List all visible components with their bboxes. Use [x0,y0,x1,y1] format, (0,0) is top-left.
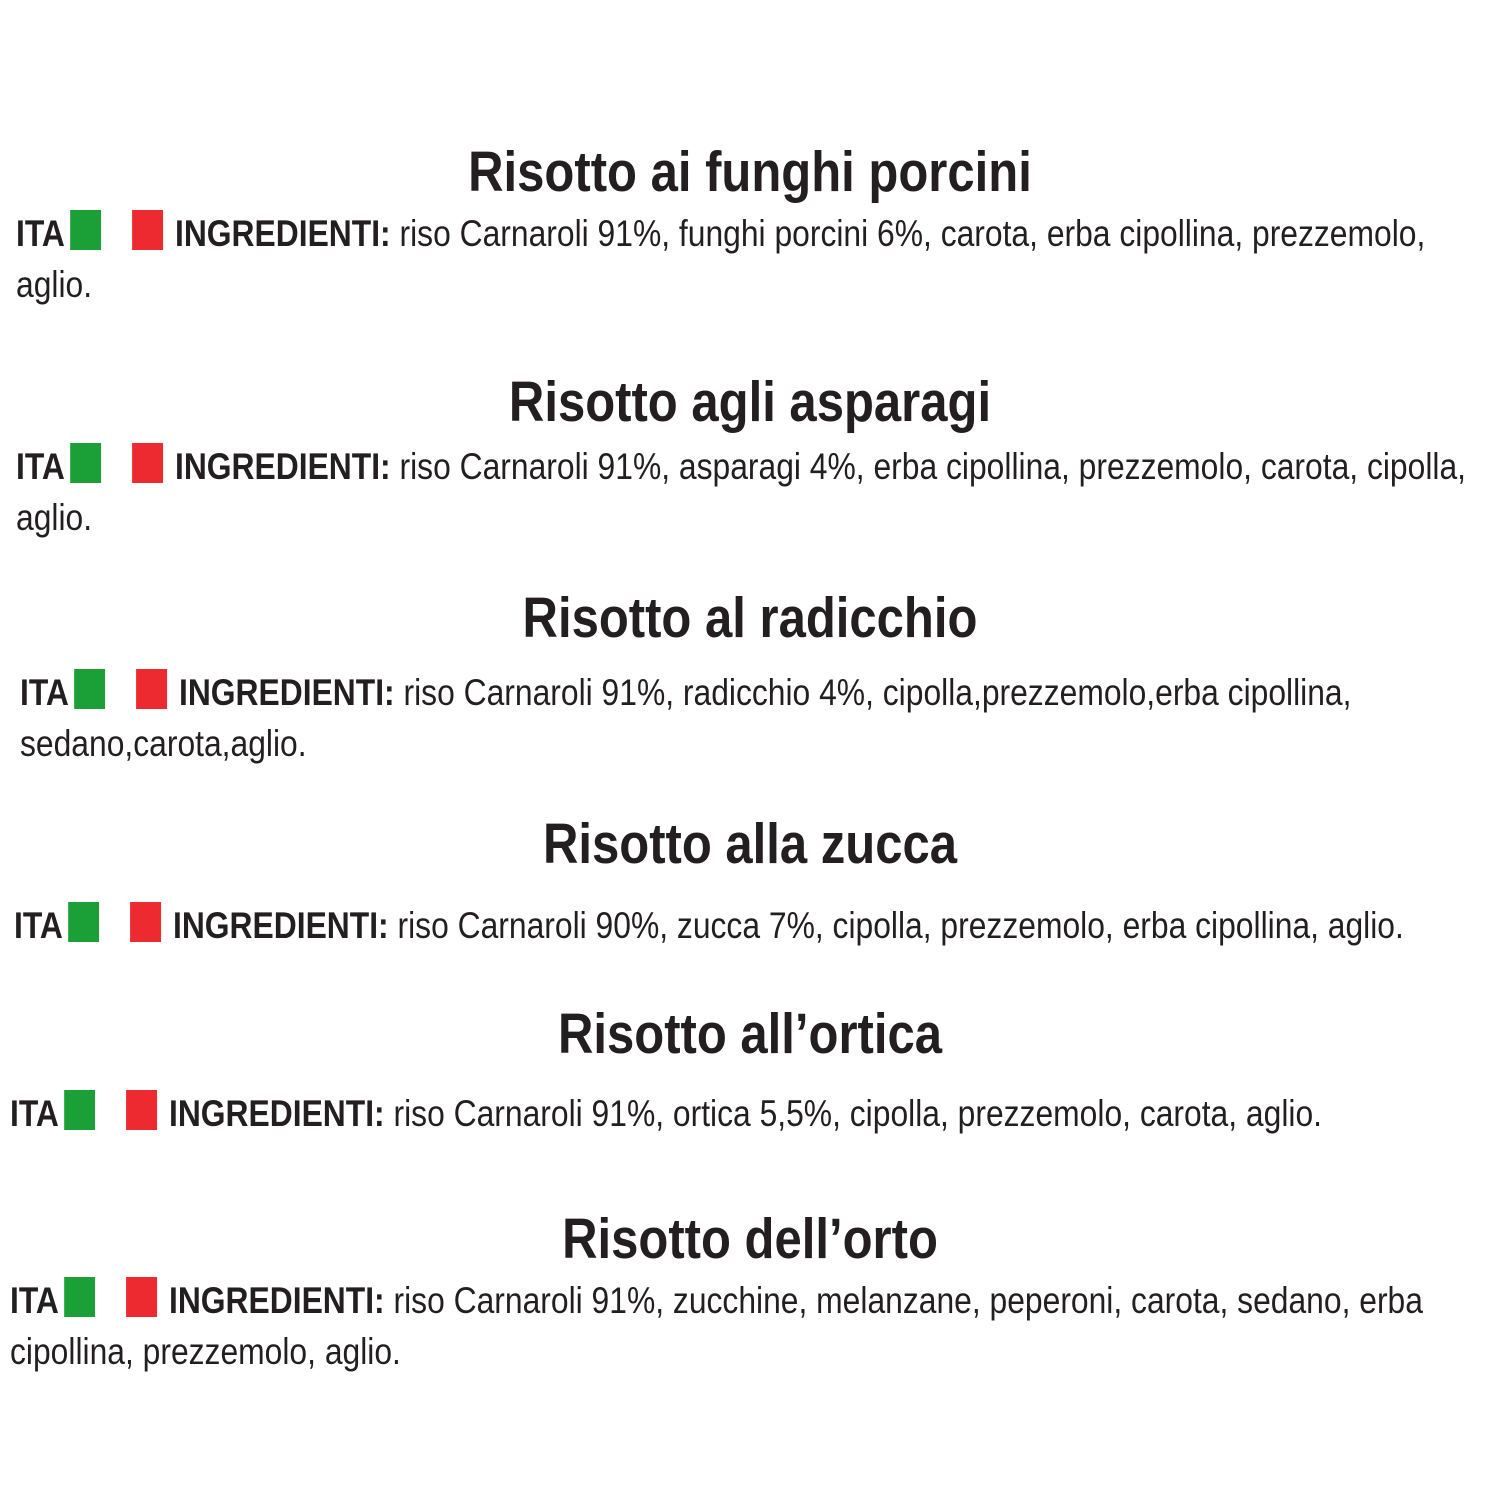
ingredients-line [14,900,1493,951]
italian-flag-icon [64,1277,157,1317]
ingredients-text: riso Carnaroli 91%, funghi porcini 6%, carota, erba cipollina, prezzemolo, aglio. [16,213,1426,305]
ingredients-line [16,441,1495,543]
italian-flag-icon [70,443,163,483]
country-code: ITA [20,672,69,713]
ingredients-text: riso Carnaroli 91%, ortica 5,5%, cipolla, prezzemolo, carota, aglio. [393,1093,1323,1134]
ingredients-text: riso Carnaroli 91%, asparagi 4%, erba cipollina, prezzemolo, carota, cipolla, aglio. [16,446,1467,538]
ingredients-label: INGREDIENTI: [174,446,391,487]
italian-flag-icon [68,902,161,942]
ingredients-line [10,1088,1489,1139]
ingredients-label: INGREDIENTI: [174,213,391,254]
product-title: Risotto all’ortica [557,1002,943,1066]
italian-flag-icon [74,669,167,709]
product-title: Risotto agli asparagi [508,370,992,434]
country-code: ITA [10,1093,59,1134]
ingredients-label: INGREDIENTI: [168,1093,385,1134]
product-title: Risotto dell’orto [562,1207,938,1271]
product-title: Risotto ai funghi porcini [468,140,1032,204]
ingredients-label: INGREDIENTI: [178,672,395,713]
ingredients-text: riso Carnaroli 90%, zucca 7%, cipolla, prezzemolo, erba cipollina, aglio. [397,905,1404,946]
italian-flag-icon [70,210,163,250]
ingredients-line [20,667,1499,769]
ingredients-line [16,208,1495,310]
italian-flag-icon [64,1090,157,1130]
country-code: ITA [16,446,65,487]
ingredients-text: riso Carnaroli 91%, zucchine, melanzane, peperoni, carota, sedano, erba cipollina, prezzemolo, aglio. [10,1280,1423,1372]
ingredients-label: INGREDIENTI: [168,1280,385,1321]
ingredients-text: riso Carnaroli 91%, radicchio 4%, cipolla,prezzemolo,erba cipollina, sedano,carota,aglio. [20,672,1352,764]
country-code: ITA [10,1280,59,1321]
country-code: ITA [14,905,63,946]
country-code: ITA [16,213,65,254]
ingredients-label: INGREDIENTI: [172,905,389,946]
product-title: Risotto al radicchio [522,586,978,650]
product-title: Risotto alla zucca [542,812,958,876]
ingredients-line [10,1275,1489,1377]
